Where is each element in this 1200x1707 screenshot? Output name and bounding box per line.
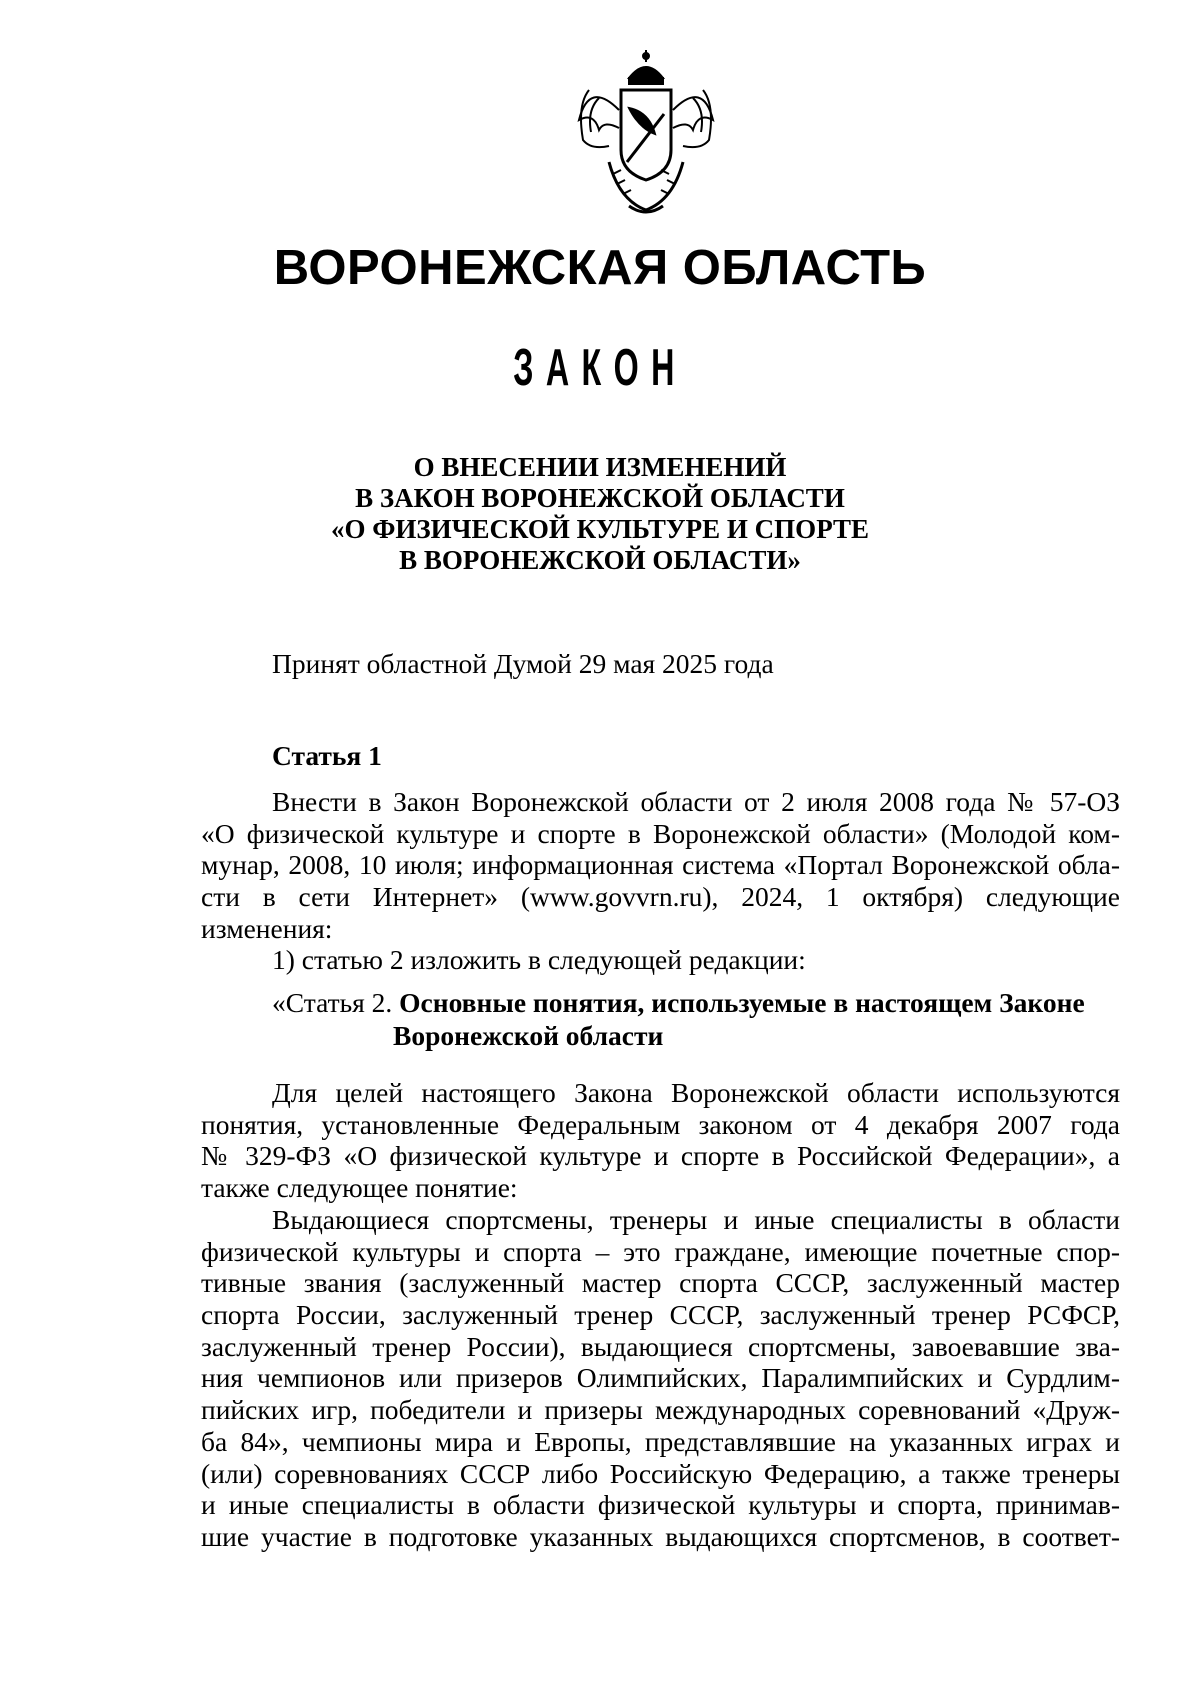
text-line: сти в сети Интернет» (www.govvrn.ru), 2024, 1 октября) следующие xyxy=(201,881,1120,913)
article-2-title-cont: Воронежской области xyxy=(393,1020,664,1051)
text-line: № 329-ФЗ «О физической культуре и спорте в Российской Федерации», а xyxy=(201,1140,1120,1172)
subject-line: О ВНЕСЕНИИ ИЗМЕНЕНИЙ xyxy=(413,452,787,482)
article-2-paragraph-2 xyxy=(201,1204,1120,1553)
article-2-label: «Статья 2. xyxy=(272,987,393,1018)
text-line: мунар, 2008, 10 июля; информационная система «Портал Воронежской обла- xyxy=(201,849,1120,881)
text-line: спорта России, заслуженный тренер СССР, заслуженный тренер РСФСР, xyxy=(201,1299,1120,1331)
article-1-heading: Статья 1 xyxy=(272,740,382,771)
adoption-note: Принят областной Думой 29 мая 2025 года xyxy=(272,648,774,679)
subject-line: «О ФИЗИЧЕСКОЙ КУЛЬТУРЕ И СПОРТЕ xyxy=(330,514,870,544)
text-line: ба 84», чемпионы мира и Европы, представлявшие на указанных играх и xyxy=(201,1425,1120,1457)
text-line: Выдающиеся спортсмены, тренеры и иные специалисты в области xyxy=(272,1204,1120,1235)
text-line: физической культуры и спорта – это граждане, имеющие почетные спор- xyxy=(201,1235,1120,1267)
text-line: изменения: xyxy=(201,912,333,944)
text-line: заслуженный тренер России), выдающиеся спортсмены, завоевавшие зва- xyxy=(201,1330,1120,1362)
text-line: ния чемпионов или призеров Олимпийских, Паралимпийских и Сурдлим- xyxy=(201,1362,1120,1394)
article-1-text xyxy=(201,786,1120,976)
subject-line: В ВОРОНЕЖСКОЙ ОБЛАСТИ» xyxy=(399,545,801,575)
text-line: «О физической культуре и спорте в Воронежской области» (Молодой ком- xyxy=(201,817,1120,849)
text-line: тивные звания (заслуженный мастер спорта СССР, заслуженный мастер xyxy=(201,1267,1120,1299)
text-line: также следующее понятие: xyxy=(201,1172,518,1204)
text-line: пийских игр, победители и призеры международных соревнований «Друж- xyxy=(201,1394,1120,1426)
text-line: (или) соревнованиях СССР либо Российскую Федерацию, а также тренеры xyxy=(201,1457,1120,1489)
article-2-title: Основные понятия, используемые в настоящем Законе xyxy=(399,987,1085,1018)
text-line: Внести в Закон Воронежской области от 2 июля 2008 года № 57-ОЗ xyxy=(272,786,1120,817)
text-line: понятия, установленные Федеральным законом от 4 декабря 2007 года xyxy=(201,1108,1120,1140)
text-line: шие участие в подготовке указанных выдающихся спортсменов, в соответ- xyxy=(201,1520,1120,1552)
document-type-title: ЗАКОН xyxy=(513,339,687,397)
text-line: Для целей настоящего Закона Воронежской области используются xyxy=(272,1077,1120,1108)
article-2-paragraph-1 xyxy=(201,1077,1120,1204)
text-line: и иные специалисты в области физической культуры и спорта, принимав- xyxy=(201,1489,1120,1521)
subject-line: В ЗАКОН ВОРОНЕЖСКОЙ ОБЛАСТИ xyxy=(355,483,845,513)
region-title: ВОРОНЕЖСКАЯ ОБЛАСТЬ xyxy=(273,241,927,295)
article-2-heading xyxy=(272,986,1122,1052)
coat-of-arms-icon xyxy=(569,50,723,218)
law-subject-title xyxy=(0,452,1200,576)
amendment-item-1: 1) статью 2 изложить в следующей редакции: xyxy=(272,944,806,976)
